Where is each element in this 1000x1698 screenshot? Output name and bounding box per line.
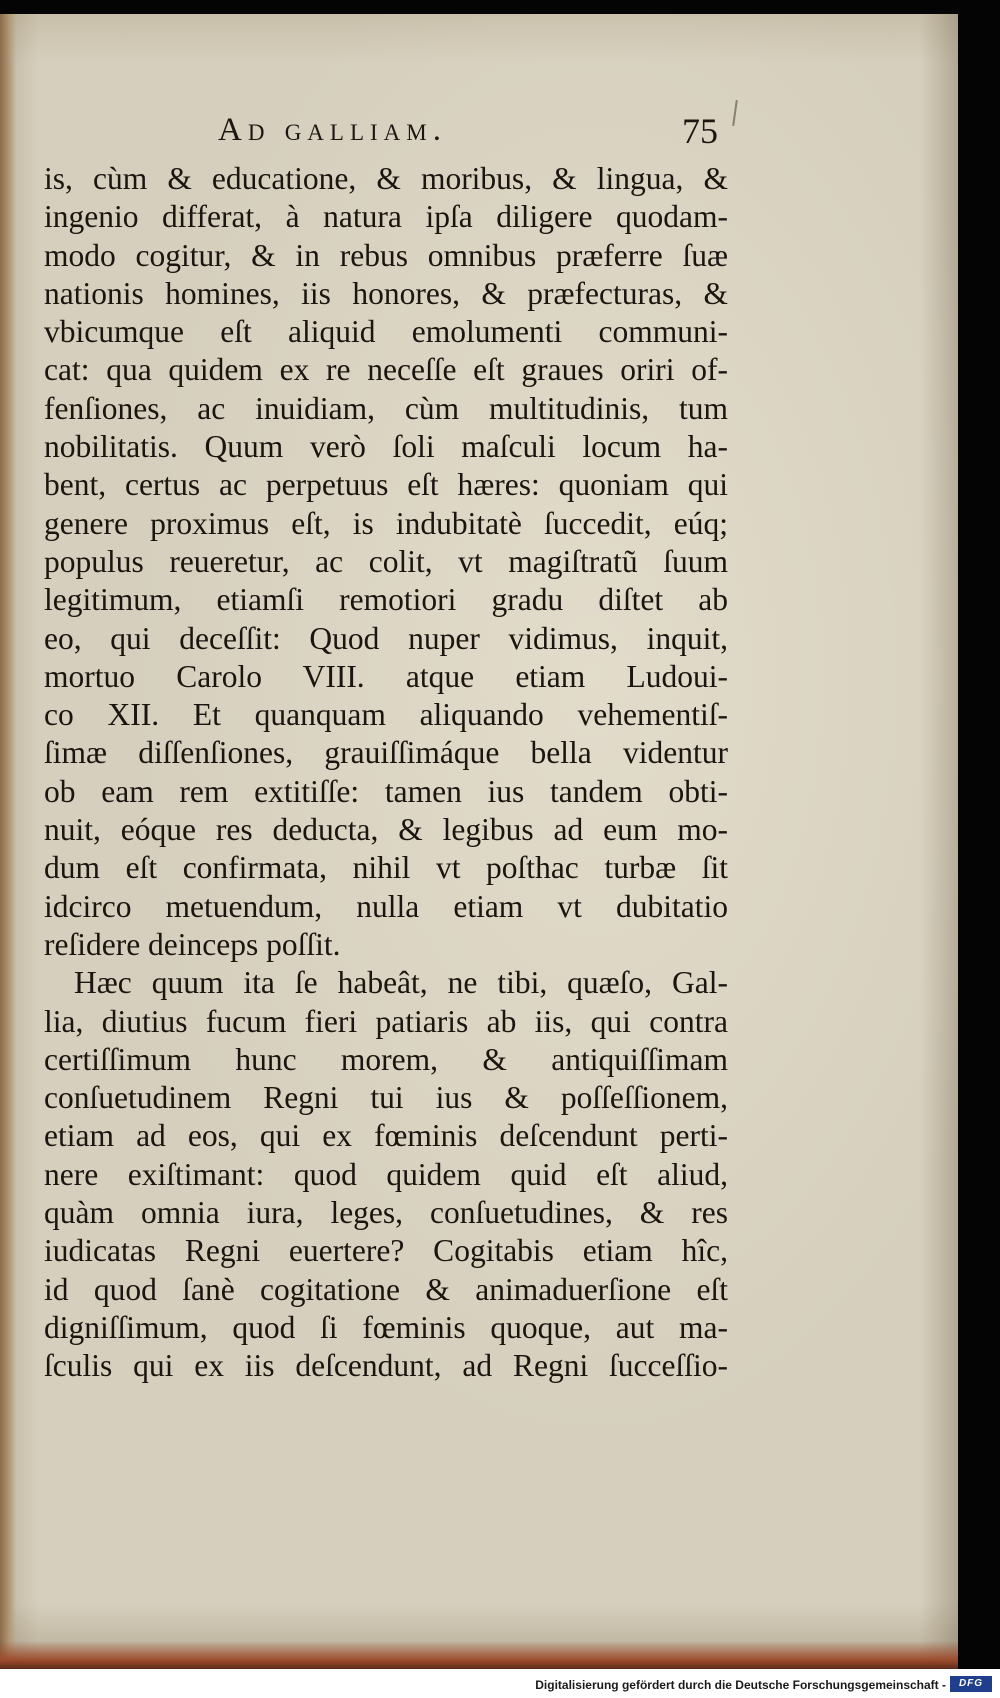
text-line: ingenio differat, à natura ipſa diligere quodam- xyxy=(44,199,728,235)
text-line: reſidere deinceps poſſit. xyxy=(44,926,341,962)
page-number: 75 xyxy=(682,111,718,151)
page-header xyxy=(218,112,718,156)
text-line: co XII. Et quanquam aliquando vehementiſ- xyxy=(44,697,728,733)
text-line: cat: qua quidem ex re neceſſe eſt graues oriri of- xyxy=(44,352,728,388)
funding-credit: Digitalisierung gefördert durch die Deutsche Forschungsgemeinschaft - xyxy=(535,1678,946,1692)
text-line: mortuo Carolo VIII. atque etiam Ludoui- xyxy=(44,658,728,694)
running-head: Ad galliam. xyxy=(218,112,447,148)
text-line: is, cùm & educatione, & moribus, & lingua, & xyxy=(44,161,728,196)
text-line: digniſſimum, quod ſi fœminis quoque, aut ma- xyxy=(44,1309,728,1345)
body-text xyxy=(44,160,728,1386)
text-line: nationis homines, iis honores, & præfecturas, & xyxy=(44,275,728,311)
text-line: vbicumque eſt aliquid emolumenti communi- xyxy=(44,314,728,350)
text-line: nere exiſtimant: quod quidem quid eſt aliud, xyxy=(44,1156,728,1192)
text-line: ſimæ diſſenſiones, grauiſſimáque bella videntur xyxy=(44,735,728,771)
footer-bar xyxy=(0,1669,1000,1698)
text-line: certiſſimum hunc morem, & antiquiſſimam xyxy=(44,1041,728,1077)
text-line: etiam ad eos, qui ex fœminis deſcendunt perti- xyxy=(44,1118,728,1154)
text-line: lia, diutius fucum fieri patiaris ab iis, qui contra xyxy=(44,1003,728,1039)
text-line: bent, certus ac perpetuus eſt hæres: quoniam qui xyxy=(44,467,728,503)
text-line: genere proximus eſt, is indubitatè ſuccedit, eúq; xyxy=(44,505,728,541)
text-line: Hæc quum ita ſe habeât, ne tibi, quæſo, Gal- xyxy=(74,965,728,1001)
text-line: iudicatas Regni euertere? Cogitabis etiam hîc, xyxy=(44,1233,728,1269)
text-line: quàm omnia iura, leges, conſuetudines, & res xyxy=(44,1195,728,1231)
text-line: ob eam rem extitiſſe: tamen ius tandem obti- xyxy=(44,773,728,809)
text-line: idcirco metuendum, nulla etiam vt dubitatio xyxy=(44,888,728,924)
text-line: populus reueretur, ac colit, vt magiſtratũ ſuum xyxy=(44,543,728,579)
text-line: nuit, eóque res deducta, & legibus ad eum mo- xyxy=(44,812,728,848)
text-line: dum eſt confirmata, nihil vt poſthac turbæ ſit xyxy=(44,850,728,886)
text-line: legitimum, etiamſi remotiori gradu diſtet ab xyxy=(44,582,728,618)
text-line: conſuetudinem Regni tui ius & poſſeſſionem, xyxy=(44,1080,728,1116)
text-line: fenſiones, ac inuidiam, cùm multitudinis, tum xyxy=(44,390,728,426)
pencil-mark xyxy=(732,100,738,126)
text-line: modo cogitur, & in rebus omnibus præferre ſuæ xyxy=(44,237,728,273)
dfg-logo: DFG xyxy=(950,1676,992,1692)
text-line: nobilitatis. Quum verò ſoli maſculi locum ha- xyxy=(44,429,728,465)
book-page xyxy=(0,14,958,1669)
text-line: eo, qui deceſſit: Quod nuper vidimus, inquit, xyxy=(44,620,728,656)
text-line: id quod ſanè cogitatione & animaduerſione eſt xyxy=(44,1271,728,1307)
text-line: ſculis qui ex iis deſcendunt, ad Regni ſucceſſio- xyxy=(44,1348,728,1384)
